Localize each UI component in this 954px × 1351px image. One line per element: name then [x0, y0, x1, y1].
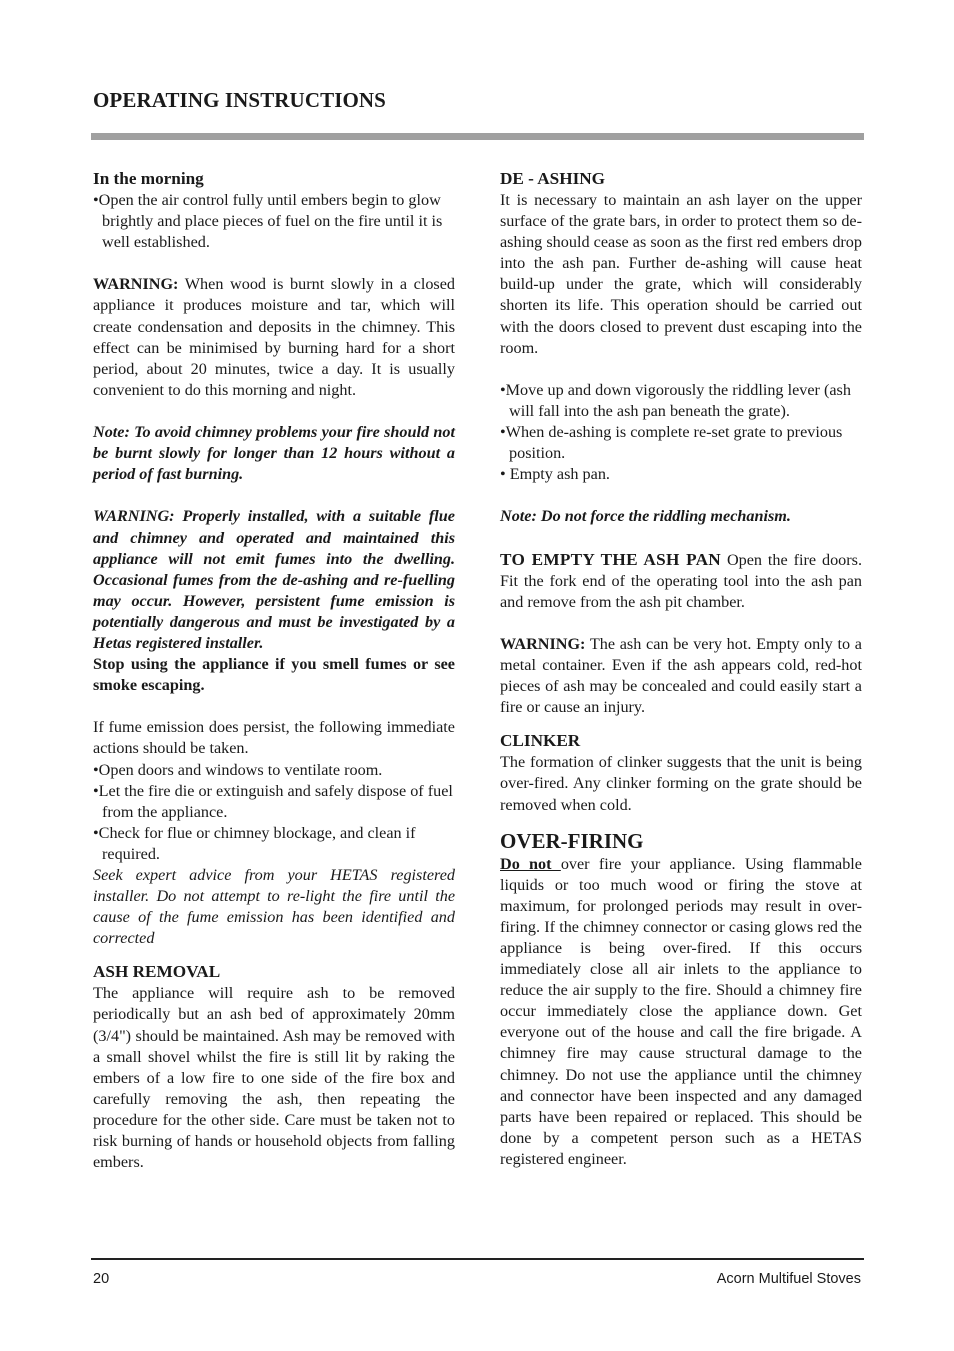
- list-item: •When de-ashing is complete re-set grate to previous position.: [500, 423, 843, 463]
- fume-intro: If fume emission does persist, the following immediate actions should be taken.: [93, 718, 455, 758]
- empty-ash-pan: [500, 549, 862, 613]
- title-divider: [91, 133, 864, 140]
- morning-heading: In the morning: [93, 169, 204, 188]
- page-number: 20: [93, 1271, 110, 1287]
- note-riddling: Note: Do not force the riddling mechanism.: [500, 507, 791, 526]
- empty-ash-pan-heading: TO EMPTY THE ASH PAN: [500, 549, 722, 569]
- deashing-heading: DE - ASHING: [500, 169, 606, 188]
- overfiring-body: over fire your appliance. Using flammable liquids or too much wood or firing the stove at maximum, for prolonged periods may result in over-firing. If the chimney connector or casing glows red the appliance is being over-fired. If this occurs immediately close all air inlets to the appliance to reduce the air supply to the fire. Should a chimney fire occur immediately close the appliance down. Get everyone out of the house and call the fire brigade. A chimney fire may cause structural damage to the chimney. Do not use the appliance until the chimney and connector have been inspected and any damaged parts have been repaired or replaced. This should be done by a competent person such as a HETAS registered engineer.: [500, 854, 862, 1168]
- deashing-text: It is necessary to maintain an ash layer on the upper surface of the grate bars, in order to protect them so de-ashing should cease as soon as the first red embers drop into the ash pan. Further de-ashing will cause heat build-up under the grate, which will considerably shorten its life. This operation should be carried out with the doors closed to prevent dust escaping into the room.: [500, 191, 862, 357]
- footer-divider: [91, 1258, 864, 1260]
- note-chimney: Note: To avoid chimney problems your fire should not be burnt slowly for longer than 12 hours without a period of fast burning.: [93, 423, 455, 484]
- ash-removal-heading: ASH REMOVAL: [93, 962, 221, 982]
- right-column: [500, 168, 862, 1170]
- list-item: •Let the fire die or extinguish and safely dispose of fuel from the appliance.: [93, 781, 453, 821]
- warning-text: The ash can be very hot. Empty only to a metal container. Even if the ash appears cold, red-hot pieces of ash may be concealed and could easily start a fire or cause an injury.: [500, 634, 862, 717]
- list-item: •Open doors and windows to ventilate room.: [93, 760, 383, 779]
- clinker-text: The formation of clinker suggests that the unit is being over-fired. Any clinker forming on the grate should be removed when cold.: [500, 753, 862, 814]
- list-item: • Empty ash pan.: [500, 465, 610, 484]
- clinker-heading: CLINKER: [500, 731, 581, 751]
- overfiring-heading: OVER-FIRING: [500, 828, 644, 853]
- stop-using-text: Stop using the appliance if you smell fumes or see smoke escaping.: [93, 655, 455, 695]
- footer-brand: Acorn Multifuel Stoves: [716, 1271, 861, 1287]
- morning-bullet: •Open the air control fully until embers begin to glow brightly and place pieces of fuel on the fire until it is well established.: [93, 191, 443, 252]
- warning-condensation: [93, 274, 455, 401]
- left-column: [93, 168, 455, 1173]
- overfiring-text: [500, 854, 862, 1170]
- seek-advice: Seek expert advice from your HETAS registered installer. Do not attempt to re-light the fire until the cause of the fume emission has been identified and corrected: [93, 866, 455, 948]
- warning-hot-ash: [500, 634, 862, 718]
- warning-label: WARNING:: [500, 634, 586, 653]
- warning-text: When wood is burnt slowly in a closed appliance it produces moisture and tar, which will create condensation and deposits in the chimney. This effect can be minimised by burning hard for a short period, about 20 minutes, twice a day. It is usually convenient to do this morning and night.: [93, 275, 455, 399]
- empty-ash-pan-text: Open the fire doors. Fit the fork end of the operating tool into the ash pan and remove from the ash pit chamber.: [500, 550, 862, 611]
- warning-label: WARNING:: [93, 275, 179, 294]
- warning-fumes: WARNING: Properly installed, with a suitable flue and chimney and operated and maintained this appliance will not emit fumes into the dwelling. Occasional fumes from the de-ashing and re-fuelling may occur. However, persistent fume emission is potentially dangerous and must be investigated by a Hetas registered installer.: [93, 507, 455, 652]
- page-title: OPERATING INSTRUCTIONS: [93, 88, 386, 112]
- do-not-emphasis: Do not: [500, 854, 561, 873]
- list-item: •Move up and down vigorously the riddling lever (ash will fall into the ash pan beneath the grate).: [500, 380, 851, 420]
- ash-removal-text: The appliance will require ash to be removed periodically but an ash bed of approximately 20mm (3/4") should be maintained. Ash may be removed with a small shovel whilst the fire is still lit by raking the embers of a low fire to one side of the fire box and carefully removing the ash, then repeating the procedure for the other side. Care must be taken not to risk burning of hands or household objects from falling embers.: [93, 984, 455, 1172]
- list-item: •Check for flue or chimney blockage, and clean if required.: [93, 823, 416, 863]
